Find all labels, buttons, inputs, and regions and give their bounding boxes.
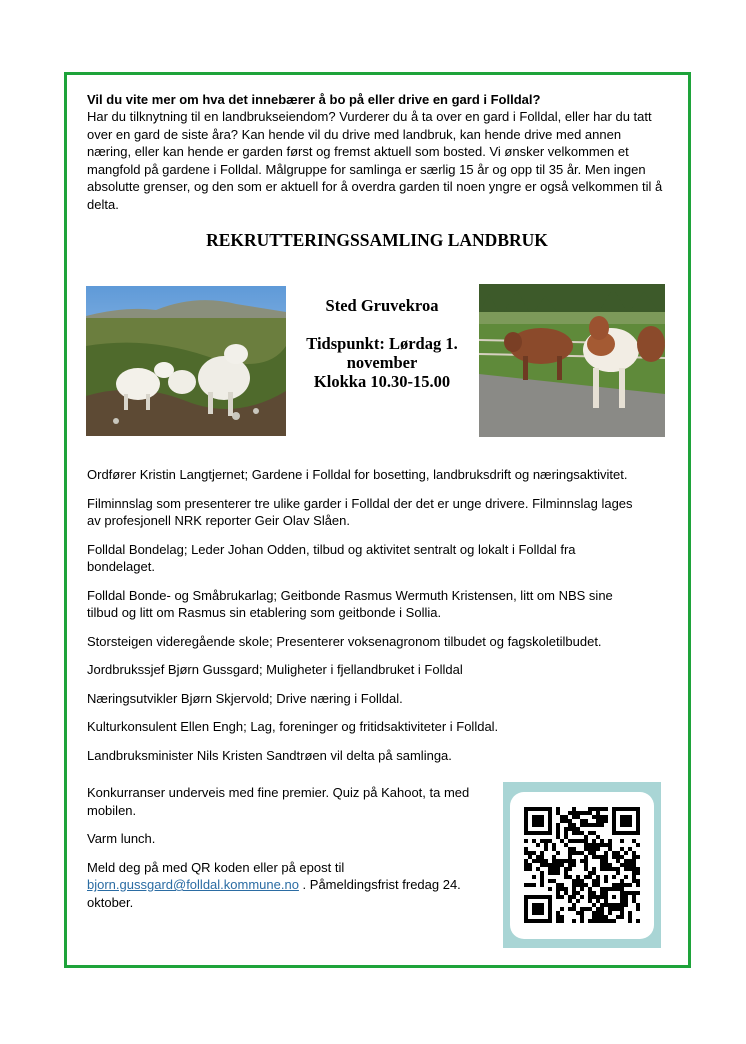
event-time-line1: Tidspunkt: Lørdag 1. <box>306 334 458 353</box>
signup-suffix: . Påmeldingsfrist fredag 24. oktober. <box>87 877 461 910</box>
event-place: Sted Gruvekroa <box>325 296 439 315</box>
qr-card <box>510 792 654 939</box>
program-item: Kulturkonsulent Ellen Engh; Lag, foreninger og fritidsaktiviteter i Folldal. <box>87 719 499 734</box>
closing-section <box>87 784 497 922</box>
cows-photo <box>479 284 665 437</box>
qr-frame <box>503 782 661 948</box>
program-item: Ordfører Kristin Langtjernet; Gardene i Folldal for bosetting, landbruksdrift og næringsaktivitet. <box>87 467 628 482</box>
sheep-photo <box>86 286 286 436</box>
program-item: Jordbrukssjef Bjørn Gussgard; Muligheter i fjellandbruket i Folldal <box>87 662 463 677</box>
program-item: Storsteigen videregående skole; Presenterer voksenagronom tilbudet og fagskoletilbudet. <box>87 633 602 649</box>
program-item: Landbruksminister Nils Kristen Sandtrøen vil delta på samlinga. <box>87 747 452 763</box>
program-item: Folldal Bonde- og Småbrukarlag; Geitbonde Rasmus Wermuth Kristensen, litt om NBS sine tilbud og litt om Rasmus sin etablering som geitbonde i Sollia. <box>87 587 613 620</box>
program-list <box>87 466 647 775</box>
event-time-line2: november <box>346 353 418 372</box>
program-item: Næringsutvikler Bjørn Skjervold; Drive næring i Folldal. <box>87 690 403 706</box>
signup-prefix: Meld deg på med QR koden eller på epost til <box>87 859 345 875</box>
lunch-text: Varm lunch. <box>87 831 156 846</box>
intro-title: Vil du vite mer om hva det innebærer å bo på eller drive en gard i Folldal? <box>87 92 541 107</box>
intro-section <box>87 91 667 213</box>
program-item: Filminnslag som presenterer tre ulike garder i Folldal der det er unge drivere. Filminnslag lages av profesjonell NRK reporter Geir Olav Slåen. <box>87 495 633 528</box>
signup-text <box>87 859 497 912</box>
event-info <box>292 296 472 391</box>
qr-code[interactable] <box>524 807 640 923</box>
intro-body: Har du tilknytning til en landbrukseiendom? Vurderer du å ta over en gard i Folldal, eller har du tatt over en gard de siste åra? Kan hende vil du drive med landbruk, kan hende drive med annen næring, eller kan hende er garden først og fremst aktuell som bosted. Vi ønsker velkommen et mangfold på gardene i Folldal. Målgruppe for samlinga er særlig 15 år og opp til 35 år. Men ingen absolutte grenser, og den som er aktuell for å overdra garden til noen yngre er også velkommen til å delta. <box>87 109 663 212</box>
email-link[interactable]: bjorn.gussgard@folldal.kommune.no <box>87 877 299 892</box>
event-time-line3: Klokka 10.30-15.00 <box>313 372 451 391</box>
main-heading: REKRUTTERINGSSAMLING LANDBRUK <box>206 230 548 250</box>
contest-text: Konkurranser underveis med fine premier. Quiz på Kahoot, ta med mobilen. <box>87 785 470 818</box>
program-item: Folldal Bondelag; Leder Johan Odden, tilbud og aktivitet sentralt og lokalt i Folldal fra bondelaget. <box>87 541 576 574</box>
